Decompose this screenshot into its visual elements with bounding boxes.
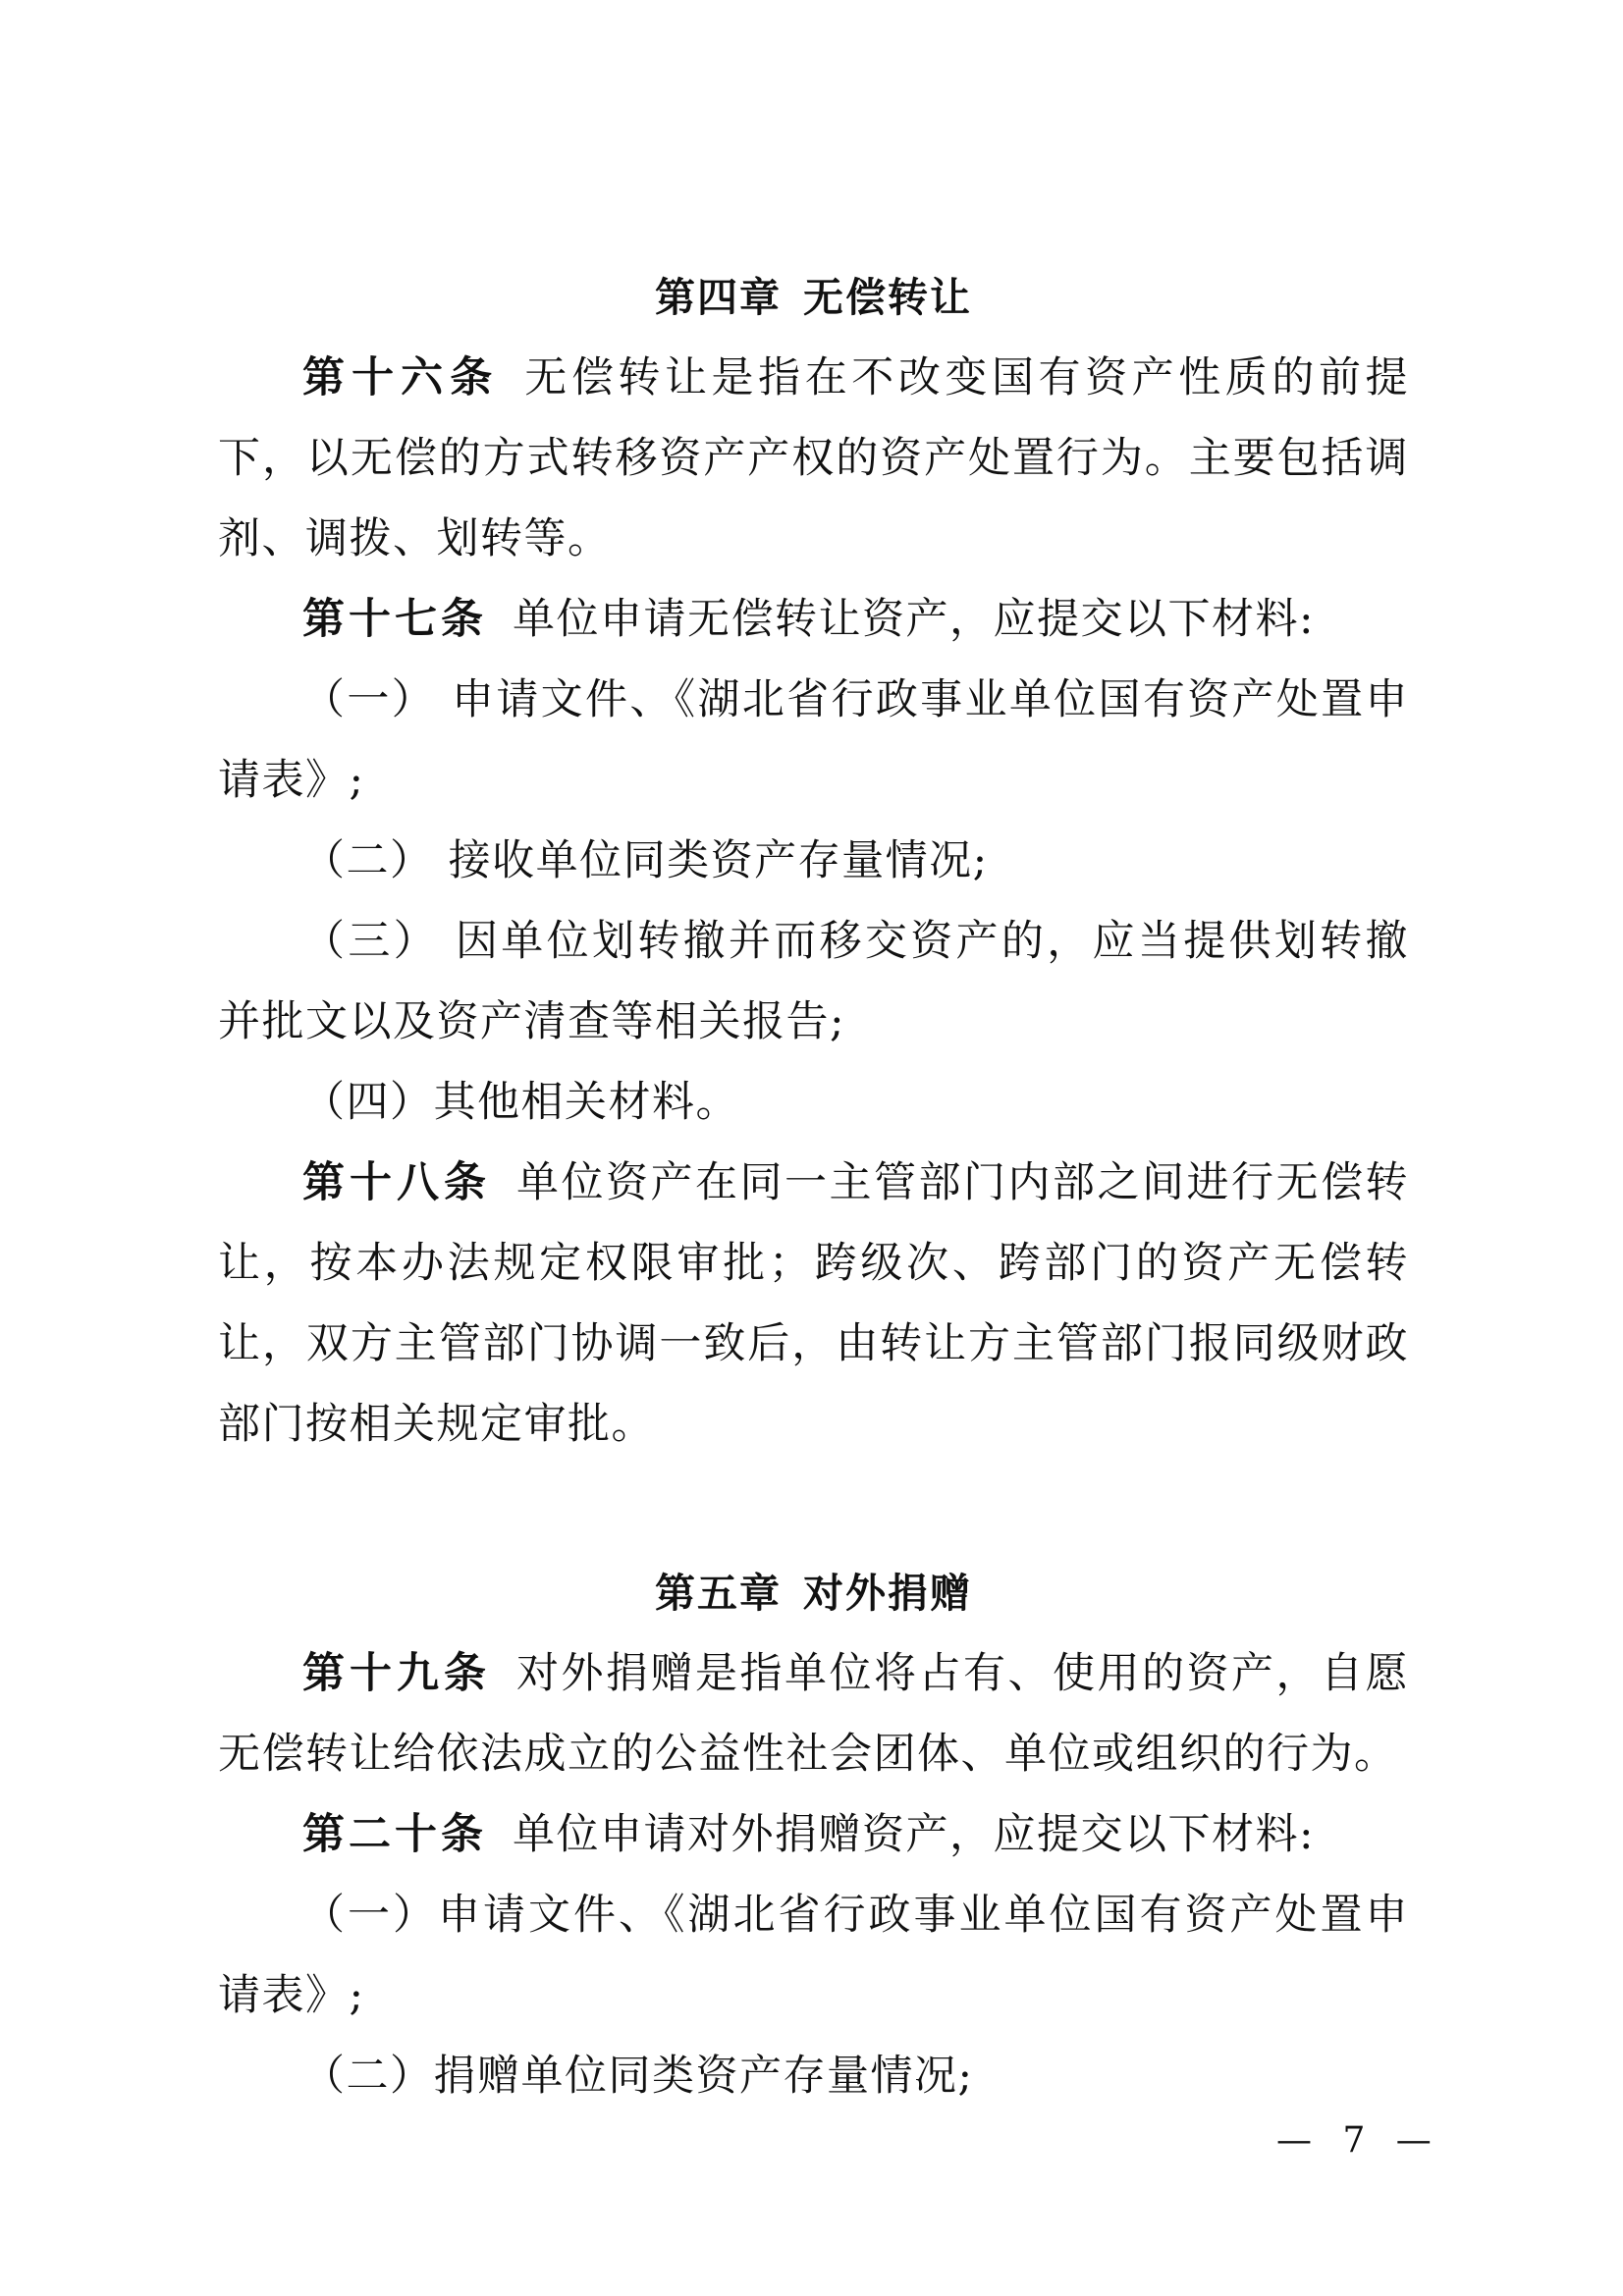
article-19 [218, 1633, 1409, 1794]
article-16-label: 第十六条 [302, 353, 500, 402]
article-17-item-4: （四）其他相关材料。 [302, 1078, 739, 1127]
article-20 [218, 1794, 1409, 1875]
article-20-label: 第二十条 [302, 1810, 487, 1859]
chapter-4-title: 无偿转让 [803, 274, 972, 321]
chapter-5-prefix: 第五章 [655, 1570, 782, 1617]
article-19-text: 对外捐赠是指单位将占有、使用的资产，自愿无偿转让给依法成立的公益性社会团体、单位或组织的行为。 [218, 1649, 1409, 1779]
article-17-item-3: （三） 因单位划转撤并而移交资产的，应当提供划转撤并批文以及资产清查等相关报告; [218, 917, 1409, 1046]
article-20-item-1: （一）申请文件、《湖北省行政事业单位国有资产处置申请表》; [218, 1891, 1409, 2020]
page-number: — 7 — [1276, 2120, 1441, 2161]
article-17-item-2: （二） 接收单位同类资产存量情况; [302, 836, 989, 885]
article-17 [218, 579, 1409, 660]
article-17-item-1: （一） 申请文件、《湖北省行政事业单位国有资产处置申请表》; [218, 675, 1409, 805]
article-18 [218, 1143, 1409, 1465]
article-20-item-2: （二）捐赠单位同类资产存量情况; [302, 2052, 974, 2101]
page-content [218, 257, 1409, 2116]
article-20-text: 单位申请对外捐赠资产，应提交以下材料: [513, 1810, 1315, 1859]
chapter-4-prefix: 第四章 [655, 274, 782, 321]
article-18-text: 单位资产在同一主管部门内部之间进行无偿转让，按本办法规定权限审批；跨级次、跨部门的资产无偿转让，双方主管部门协调一致后，由转让方主管部门报同级财政部门按相关规定审批。 [218, 1158, 1409, 1449]
chapter-5-title: 对外捐赠 [803, 1570, 972, 1617]
article-18-label: 第十八条 [302, 1158, 491, 1207]
article-17-text: 单位申请无偿转让资产，应提交以下材料: [513, 595, 1315, 644]
article-16-text: 无偿转让是指在不改变国有资产性质的前提下，以无偿的方式转移资产产权的资产处置行为。主要包括调剂、调拨、划转等。 [218, 353, 1410, 563]
article-19-label: 第十九条 [302, 1649, 491, 1698]
chapter-5-heading [218, 1553, 1409, 1633]
chapter-4-heading [218, 257, 1409, 338]
article-17-label: 第十七条 [302, 595, 487, 644]
article-16 [218, 338, 1409, 579]
